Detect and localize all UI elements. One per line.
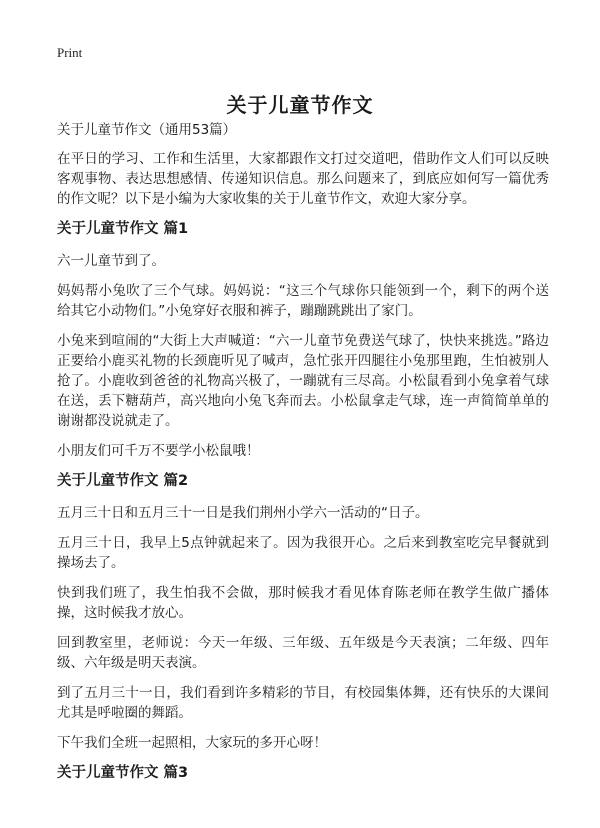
- section-2: [57, 471, 549, 753]
- section-paragraph: 下午我们全班一起照相，大家玩的多开心呀！: [57, 735, 327, 751]
- article-body: [57, 120, 549, 795]
- section-paragraph: 五月三十日，我早上5点钟就起来了。因为我很开心。之后来到教室吃完早餐就到操场去了。: [57, 535, 549, 571]
- section-paragraph: 妈妈帮小兔吹了三个气球。妈妈说：“这三个气球你只能领到一个，剩下的两个送给其它小动物们。”小兔穿好衣服和裤子，蹦蹦跳跳出了家门。: [57, 283, 549, 319]
- section-1: [57, 219, 549, 461]
- section-paragraph: 快到我们班了，我生怕我不会做，那时候我才看见体育陈老师在教学生做广播体操，这时候我才放心。: [57, 585, 549, 621]
- page-title: 关于儿童节作文: [226, 93, 374, 118]
- print-link[interactable]: Print: [57, 45, 83, 60]
- section-paragraph: 六一儿童节到了。: [57, 253, 165, 269]
- section-paragraph: 五月三十日和五月三十一日是我们荆州小学六一活动的“日子。: [57, 505, 429, 521]
- section-heading: 关于儿童节作文 篇2: [57, 473, 189, 489]
- article-subtitle: 关于儿童节作文（通用53篇）: [57, 122, 237, 138]
- section-paragraph: 小兔来到喧闹的“大街上大声喊道：“六一儿童节免费送气球了，快快来挑选。”路边正要给小鹿买礼物的长颈鹿听见了喊声，急忙张开四腿往小兔那里跑，生怕被别人抢了。小鹿收到爸爸的礼物高兴极了，一蹦就有三尽高。小松鼠看到小兔拿着气球在送，丢下糖葫芦，高兴地向小兔飞奔而去。小松鼠拿走气球，连一声简简单单的谢谢都没说就走了。: [57, 333, 549, 429]
- section-paragraph: 回到教室里，老师说：今天一年级、三年级、五年级是今天表演；二年级、四年级、六年级是明天表演。: [57, 635, 549, 671]
- section-heading: 关于儿童节作文 篇3: [57, 765, 189, 781]
- section-paragraph: 小朋友们可千万不要学小松鼠哦！: [57, 443, 260, 459]
- section-paragraph: 到了五月三十一日，我们看到许多精彩的节目，有校园集体舞，还有快乐的大课间尤其是呼啦圈的舞蹈。: [57, 685, 549, 721]
- section-3: [57, 763, 549, 783]
- intro-paragraph: 在平日的学习、工作和生活里，大家都跟作文打过交道吧，借助作文人们可以反映客观事物、表达思想感情、传递知识信息。那么问题来了，到底应如何写一篇优秀的作文呢？以下是小编为大家收集的关于儿童节作文，欢迎大家分享。: [57, 151, 549, 207]
- section-heading: 关于儿童节作文 篇1: [57, 221, 189, 237]
